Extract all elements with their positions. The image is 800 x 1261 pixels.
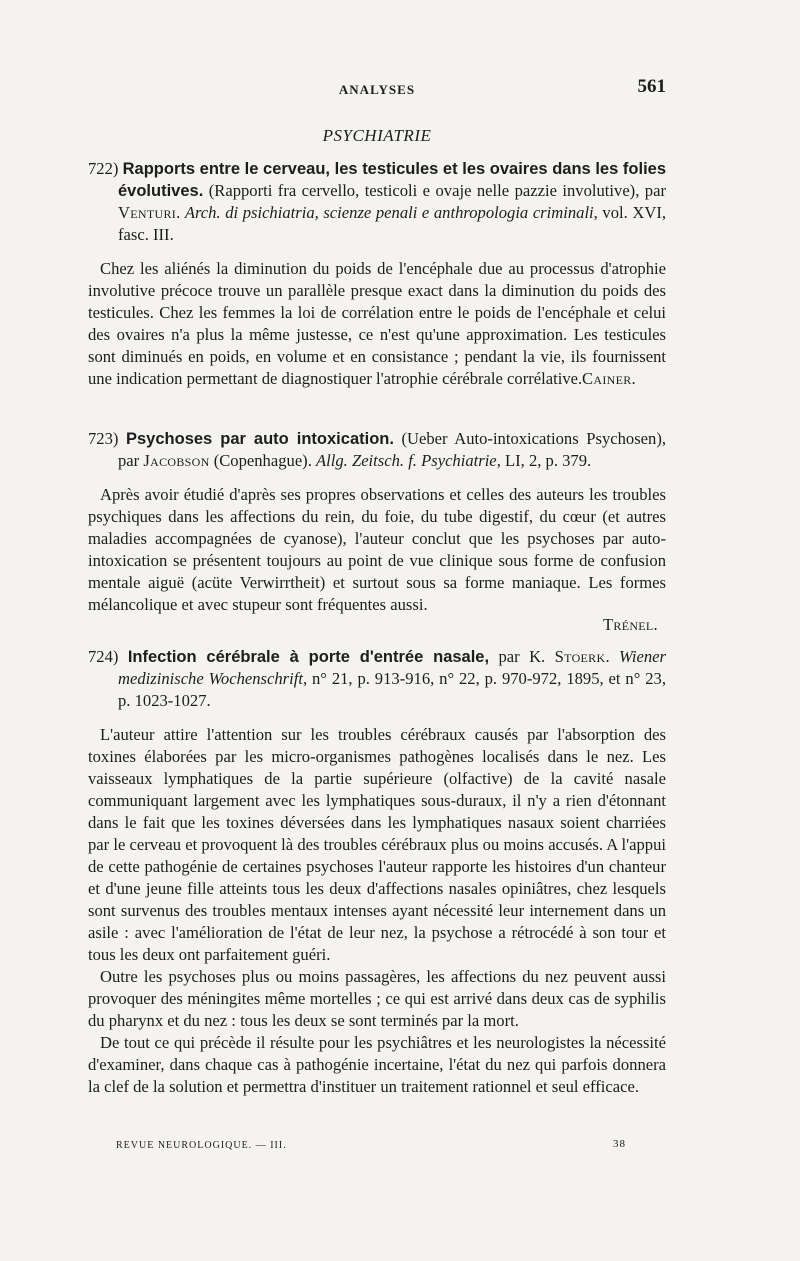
footer-journal: REVUE NEUROLOGIQUE. — III.	[116, 1140, 287, 1151]
entry-journal: Arch. di psichiatria, scienze penali e anthropologia criminali	[184, 203, 594, 222]
running-head	[88, 76, 666, 100]
entry-reference-tail: , LI, 2, p. 379.	[496, 451, 592, 470]
entry-reference: (Ueber Auto-intoxications Psychosen), par	[118, 429, 666, 470]
entry-723	[88, 428, 666, 636]
entry-reference: par K.	[489, 647, 555, 666]
entry-paragraph: Outre les psychoses plus ou moins passagères, les affections du nez peuvent aussi provoquer des méningites même mortelles ; ce qui est arrivé dans deux cas de syphilis du pharynx et du nez : tous les deux se sont terminés par la mort.	[88, 967, 666, 1030]
entry-author: Venturi	[118, 203, 177, 222]
entry-signature: Cainer.	[582, 369, 636, 388]
entry-title: Infection cérébrale à porte d'entrée nasale,	[127, 648, 490, 666]
entry-reference-part: (Copenhague).	[209, 451, 317, 470]
entry-reference-part: .	[176, 203, 185, 222]
entry-title: Psychoses par auto intoxication.	[126, 430, 394, 448]
page-footer	[116, 1140, 626, 1156]
entry-signature: Trénel.	[602, 615, 658, 634]
entry-number: 723)	[88, 429, 119, 448]
entry-paragraph: Après avoir étudié d'après ses propres observations et celles des auteurs les troubles psychiques dans les affections du rein, du foie, du tube digestif, du cœur (et autres maladies accompagnées de cyanose), l'auteur conclut que les psychoses par auto-intoxication se présentent toujours au point de vue clinique sous forme de confusion mentale aiguë (acüte Verwirrtheit) et surtout sous sa forme maniaque. Les formes mélancolique et avec stupeur sont fréquentes aussi.	[88, 485, 666, 614]
entry-reference-tail: , vol. XVI, fasc. III.	[118, 203, 666, 244]
running-title: ANALYSES	[338, 82, 416, 97]
entry-journal: Wiener medizinische Wochenschrift,	[118, 647, 667, 688]
entry-paragraph: L'auteur attire l'attention sur les troubles cérébraux causés par l'absorption des toxines élaborées par les micro-organismes pathogènes localisés dans le nez. Les vaisseaux lymphatiques de la partie supérieure (olfactive) de la cavité nasale communiquant largement avec les lymphatiques sous-duraux, il n'y a rien d'étonnant dans le fait que les toxines déversées dans les lymphatiques nasaux soient charriées par le cerveau et provoquent là des troubles cérébraux plus ou moins accusés. A l'appui de cette pathogénie de certaines psychoses l'auteur rapporte les histoires d'un chanteur et d'une jeune fille atteints tous les deux d'affections nasales opiniâtres, chez lesquels sont survenus des troubles mentaux intenses ayant nécessité leur internement dans un asile : avec l'amélioration de l'état de leur nez, la psychose a rétrocédé à son tour et tous les deux ont parfaitement guéri.	[88, 725, 666, 964]
entry-paragraph: Chez les aliénés la diminution du poids de l'encéphale due au processus d'atrophie involutive précoce trouve un parallèle presque exact dans la diminution du poids des testicules. Chez les femmes la loi de corrélation entre le poids de l'encéphale et celui des ovaires n'a plus la même justesse, ce n'est qu'une approximation. Les testicules sont diminués en poids, en volume et en consistance ; pendant la vie, ils fournissent une indication permettant de diagnostiquer l'atrophie cérébrale corrélative.	[88, 259, 666, 388]
entry-heading	[88, 646, 666, 712]
entry-title: Rapports entre le cerveau, les testicules et les ovaires dans les folies évolutives.	[118, 160, 667, 200]
entry-722	[88, 158, 666, 390]
page-number: 561	[637, 76, 666, 97]
entry-reference-part: .	[605, 647, 619, 666]
entry-author: Stoerk	[554, 647, 606, 666]
footer-signature-mark: 38	[613, 1138, 626, 1150]
entry-reference-tail: n° 21, p. 913-916, n° 22, p. 970-972, 1895, et n° 23, p. 1023-1027.	[118, 669, 666, 710]
entry-heading	[88, 428, 666, 472]
section-title: PSYCHIATRIE	[322, 126, 432, 145]
entry-number: 724)	[88, 647, 119, 666]
entry-author: Jacobson	[143, 451, 210, 470]
entry-reference: (Rapporti fra cervello, testicoli e ovaje nelle pazzie involutive), par	[203, 181, 666, 200]
entry-number: 722)	[88, 159, 119, 178]
entry-journal: Allg. Zeitsch. f. Psychiatrie	[316, 451, 497, 470]
entry-paragraph: De tout ce qui précède il résulte pour les psychiâtres et les neurologistes la nécessité d'examiner, dans chaque cas à pathogénie incertaine, l'état du nez qui parfois donnera la clef de la solution et permettra d'instituer un traitement rationnel et seul efficace.	[88, 1033, 666, 1096]
entry-heading	[88, 158, 666, 246]
entry-724	[88, 646, 666, 1098]
